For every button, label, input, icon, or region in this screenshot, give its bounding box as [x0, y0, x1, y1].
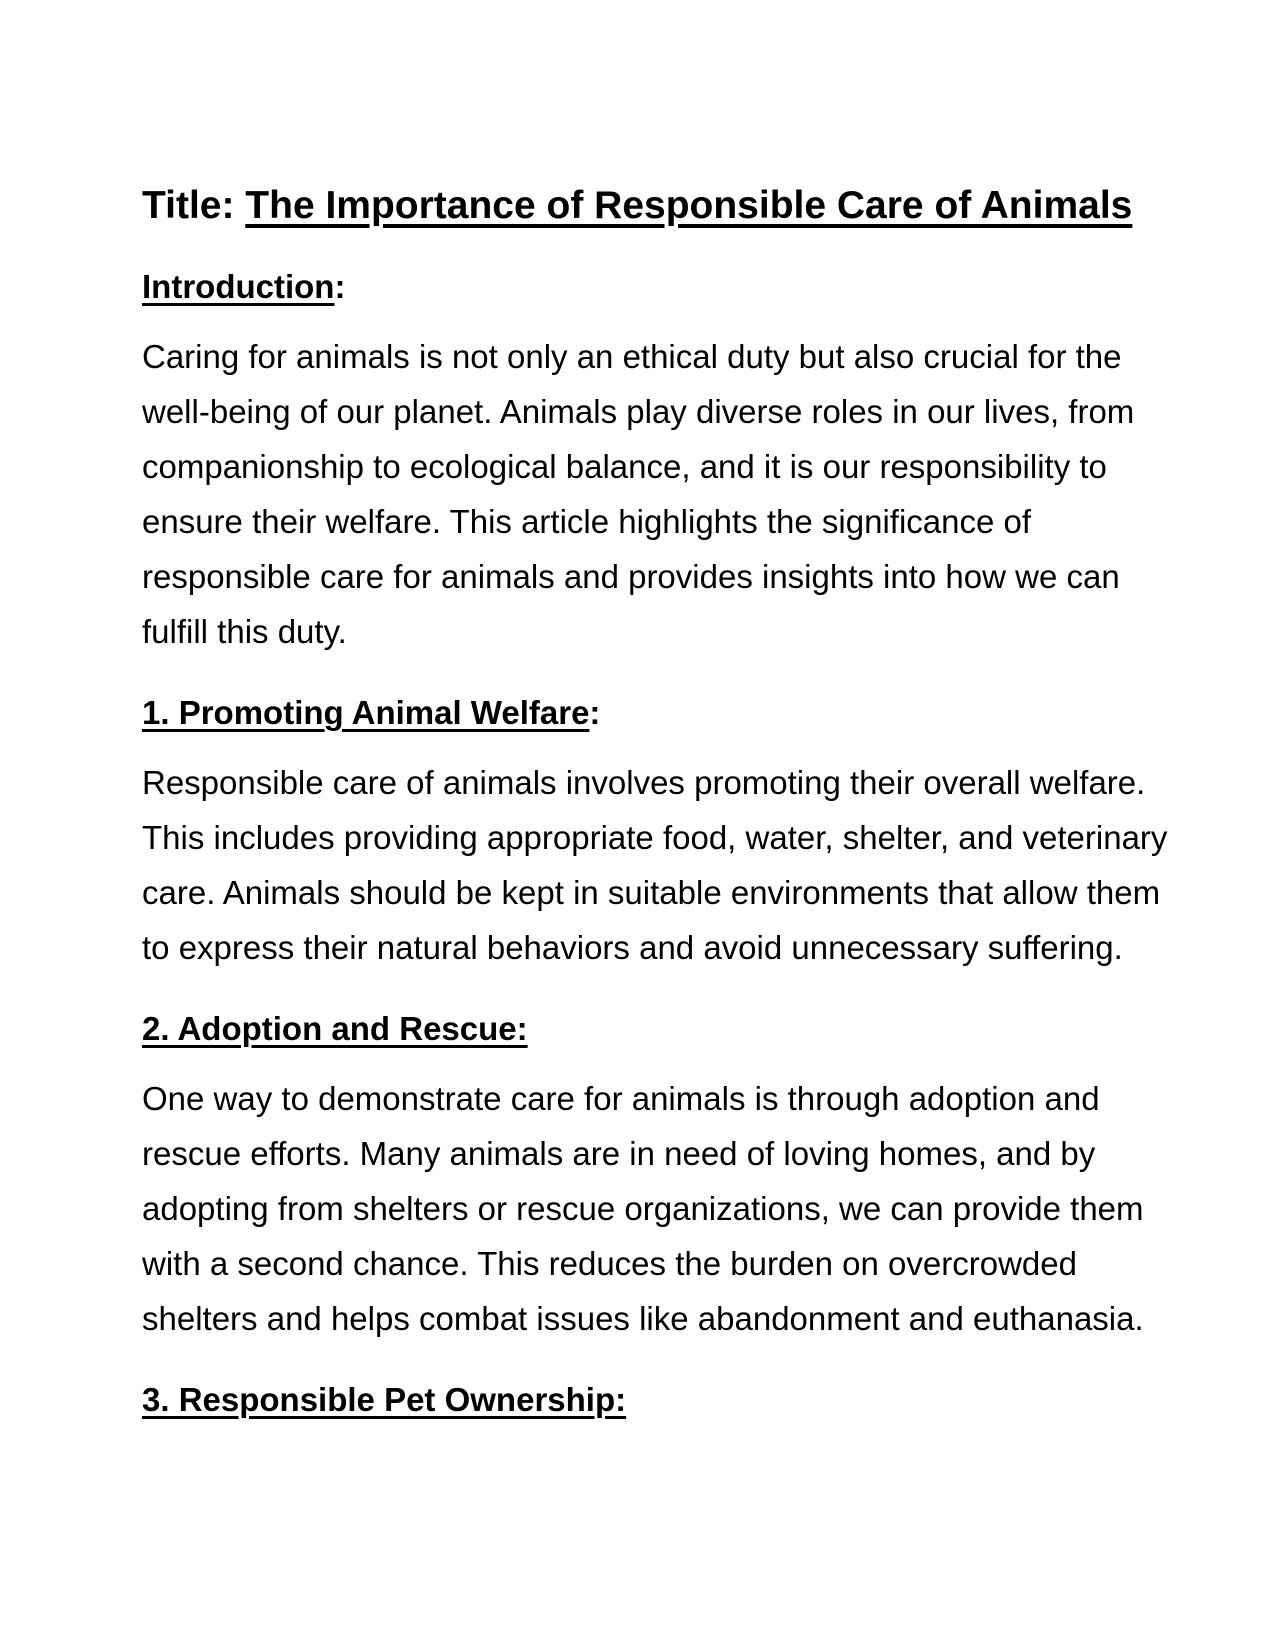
heading-underlined-text: Introduction — [142, 268, 335, 305]
paragraph-line: One way to demonstrate care for animals is through adoption and — [142, 1080, 1100, 1117]
paragraph-line: Caring for animals is not only an ethical duty but also crucial for the — [142, 338, 1122, 375]
title-prefix: Title: — [142, 184, 246, 227]
document-title — [142, 183, 1165, 229]
paragraph-line: well-being of our planet. Animals play diverse roles in our lives, from — [142, 393, 1135, 430]
heading-suffix: : — [334, 268, 346, 305]
section-heading-adoption-and-rescue — [142, 1001, 1165, 1056]
paragraph-line: to express their natural behaviors and avoid unnecessary suffering. — [142, 929, 1123, 966]
section-heading-promoting-animal-welfare — [142, 685, 1165, 740]
paragraph-line: This includes providing appropriate food, water, shelter, and veterinary — [142, 819, 1168, 856]
paragraph-line: care. Animals should be kept in suitable environments that allow them — [142, 874, 1161, 911]
heading-suffix: : — [589, 694, 601, 731]
heading-underlined-text: 2. Adoption and Rescue: — [142, 1010, 528, 1047]
paragraph-line: rescue efforts. Many animals are in need of loving homes, and by — [142, 1135, 1096, 1172]
paragraph-line: companionship to ecological balance, and it is our responsibility to — [142, 448, 1107, 485]
paragraph-line: fulfill this duty. — [142, 613, 347, 650]
paragraph-line: Responsible care of animals involves promoting their overall welfare. — [142, 764, 1146, 801]
paragraph-adoption-and-rescue — [142, 1071, 1165, 1346]
heading-underlined-text: 1. Promoting Animal Welfare — [142, 694, 590, 731]
paragraph-line: adopting from shelters or rescue organizations, we can provide them — [142, 1190, 1144, 1227]
paragraph-line: ensure their welfare. This article highlights the significance of — [142, 503, 1032, 540]
title-underlined-text: The Importance of Responsible Care of Animals — [245, 184, 1133, 227]
heading-underlined-text: 3. Responsible Pet Ownership: — [142, 1381, 627, 1418]
paragraph-line: with a second chance. This reduces the burden on overcrowded — [142, 1245, 1077, 1282]
section-heading-responsible-pet-ownership — [142, 1372, 1165, 1427]
section-heading-introduction — [142, 259, 1165, 314]
paragraph-line: responsible care for animals and provides insights into how we can — [142, 558, 1120, 595]
paragraph-line: shelters and helps combat issues like abandonment and euthanasia. — [142, 1300, 1144, 1337]
paragraph-introduction — [142, 329, 1165, 659]
paragraph-promoting-animal-welfare — [142, 755, 1168, 975]
